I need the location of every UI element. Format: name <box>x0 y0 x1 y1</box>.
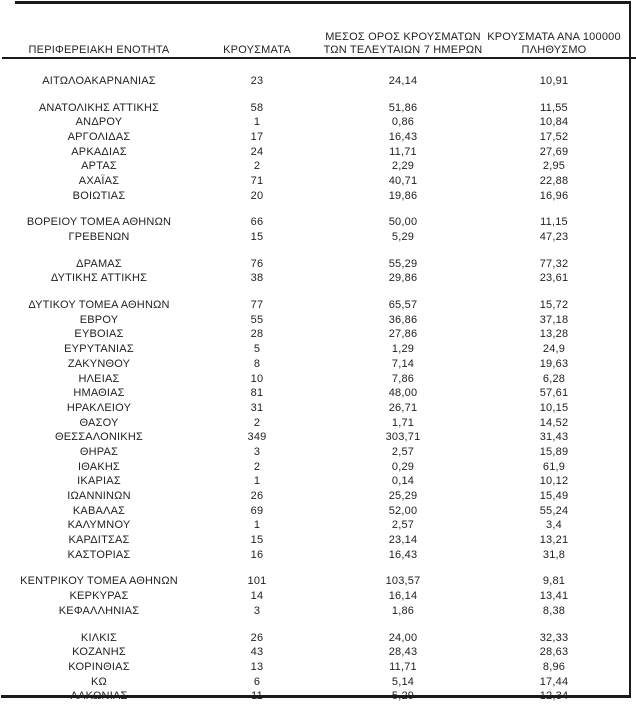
cases-cell: 66 <box>250 216 264 229</box>
cases-cell: 1 <box>253 116 261 129</box>
table-row <box>4 504 622 519</box>
cases-cell: 1 <box>253 519 261 532</box>
avg-7day-cell: 7,14 <box>391 357 415 370</box>
per-100k-cell: 10,15 <box>539 401 569 414</box>
cases-cell: 3 <box>253 445 261 458</box>
region-cell: ΚΟΖΑΝΗΣ <box>72 646 126 659</box>
region-cell: ΘΑΣΟΥ <box>79 416 119 429</box>
avg-7day-cell: 0,14 <box>391 475 415 488</box>
per-100k-cell: 3,4 <box>546 519 562 532</box>
table-row <box>4 386 622 401</box>
cases-cell: 28 <box>250 328 264 341</box>
avg-7day-cell: 303,71 <box>385 431 421 444</box>
per-100k-cell: 15,49 <box>539 490 569 503</box>
avg-7day-cell: 16,43 <box>388 548 418 561</box>
avg-7day-cell: 0,86 <box>391 116 415 129</box>
avg-7day-cell: 28,43 <box>388 646 418 659</box>
region-cell: ΚΑΡΔΙΤΣΑΣ <box>68 534 130 547</box>
table-row <box>4 145 622 160</box>
region-cell: ΑΧΑΪΑΣ <box>78 174 120 187</box>
table-row <box>4 115 622 130</box>
avg-7day-cell: 5,14 <box>391 675 415 688</box>
table-row <box>4 416 622 431</box>
group-spacer <box>4 563 622 575</box>
region-cell: ΔΥΤΙΚΗΣ ΑΤΤΙΚΗΣ <box>50 272 148 285</box>
per-100k-cell: 17,52 <box>539 130 569 143</box>
region-cell: ΛΑΚΩΝΙΑΣ <box>70 690 128 703</box>
group-spacer <box>4 204 622 216</box>
cases-cell: 6 <box>253 675 261 688</box>
header-per100k <box>486 2 622 61</box>
table-row <box>4 230 622 245</box>
table-row <box>4 372 622 387</box>
region-cell: ΑΡΚΑΔΙΑΣ <box>71 145 127 158</box>
header-per100k-line1: ΚΡΟΥΣΜΑΤΑ ΑΝΑ 100000 <box>487 31 621 43</box>
per-100k-cell: 61,9 <box>542 460 566 473</box>
per-100k-cell: 22,88 <box>539 174 569 187</box>
table-row <box>4 675 622 690</box>
avg-7day-cell: 40,71 <box>388 174 418 187</box>
region-cell: ΚΙΛΚΙΣ <box>80 631 118 644</box>
cases-cell: 2 <box>253 160 261 173</box>
avg-7day-cell: 2,57 <box>391 519 415 532</box>
table-body <box>4 61 622 704</box>
per-100k-cell: 9,81 <box>542 575 566 588</box>
per-100k-cell: 15,89 <box>539 445 569 458</box>
per-100k-cell: 13,21 <box>539 534 569 547</box>
table-row <box>4 445 622 460</box>
cases-cell: 2 <box>253 416 261 429</box>
table-row <box>4 430 622 445</box>
cases-cell: 8 <box>253 357 261 370</box>
cases-cell: 20 <box>250 189 264 202</box>
group-spacer <box>4 619 622 631</box>
table-row <box>4 74 622 89</box>
cases-cell: 38 <box>250 272 264 285</box>
avg-7day-cell: 51,86 <box>388 101 418 114</box>
cases-cell: 16 <box>250 548 264 561</box>
avg-7day-cell: 24,14 <box>388 74 418 87</box>
header-avg7-line2: ΤΩΝ ΤΕΛΕΥΤΑΙΩΝ 7 ΗΜΕΡΩΝ <box>323 44 483 56</box>
table-row <box>4 589 622 604</box>
table-row <box>4 533 622 548</box>
header-region-label: ΠΕΡΙΦΕΡΕΙΑΚΗ ΕΝΟΤΗΤΑ <box>28 44 170 56</box>
region-cell: ΒΟΡΕΙΟΥ ΤΟΜΕΑ ΑΘΗΝΩΝ <box>26 216 172 229</box>
cases-cell: 77 <box>250 299 264 312</box>
table-row <box>4 489 622 504</box>
region-cell: ΖΑΚΥΝΘΟΥ <box>67 357 131 370</box>
cases-cell: 81 <box>250 387 264 400</box>
cases-cell: 3 <box>253 604 261 617</box>
region-cell: ΗΛΕΙΑΣ <box>78 372 120 385</box>
cases-cell: 17 <box>250 130 264 143</box>
cases-cell: 13 <box>250 660 264 673</box>
lead-spacer <box>4 61 622 74</box>
avg-7day-cell: 1,86 <box>391 604 415 617</box>
cases-cell: 15 <box>250 534 264 547</box>
per-100k-cell: 10,91 <box>539 74 569 87</box>
cases-cell: 58 <box>250 101 264 114</box>
cases-cell: 10 <box>250 372 264 385</box>
per-100k-cell: 77,32 <box>539 257 569 270</box>
table-row <box>4 604 622 619</box>
per-100k-cell: 10,84 <box>539 116 569 129</box>
per-100k-cell: 16,96 <box>539 189 569 202</box>
per-100k-cell: 12,34 <box>539 690 569 703</box>
table-row <box>4 130 622 145</box>
avg-7day-cell: 52,00 <box>388 504 418 517</box>
avg-7day-cell: 2,29 <box>391 160 415 173</box>
avg-7day-cell: 16,14 <box>388 590 418 603</box>
per-100k-cell: 19,63 <box>539 357 569 370</box>
group-spacer <box>4 286 622 298</box>
avg-7day-cell: 1,71 <box>391 416 415 429</box>
region-cell: ΔΥΤΙΚΟΥ ΤΟΜΕΑ ΑΘΗΝΩΝ <box>28 299 170 312</box>
per-100k-cell: 8,38 <box>542 604 566 617</box>
regional-cases-table <box>4 2 622 704</box>
region-cell: ΙΚΑΡΙΑΣ <box>77 475 121 488</box>
table-row <box>4 174 622 189</box>
per-100k-cell: 32,33 <box>539 631 569 644</box>
region-cell: ΗΡΑΚΛΕΙΟΥ <box>66 401 132 414</box>
avg-7day-cell: 48,00 <box>388 387 418 400</box>
table-row <box>4 298 622 313</box>
cases-cell: 5 <box>253 343 261 356</box>
table-row <box>4 645 622 660</box>
table-row <box>4 189 622 204</box>
region-cell: ΘΗΡΑΣ <box>79 445 119 458</box>
cases-cell: 43 <box>250 646 264 659</box>
region-cell: ΕΥΡΥΤΑΝΙΑΣ <box>64 343 134 356</box>
avg-7day-cell: 103,57 <box>385 575 421 588</box>
avg-7day-cell: 27,86 <box>388 328 418 341</box>
per-100k-cell: 27,69 <box>539 145 569 158</box>
region-cell: ΚΕΡΚΥΡΑΣ <box>69 590 129 603</box>
region-cell: ΔΡΑΜΑΣ <box>76 257 122 270</box>
cases-cell: 101 <box>247 575 267 588</box>
region-cell: ΑΙΤΩΛΟΑΚΑΡΝΑΝΙΑΣ <box>42 74 156 87</box>
per-100k-cell: 15,72 <box>539 299 569 312</box>
table-row <box>4 519 622 534</box>
cases-cell: 1 <box>253 475 261 488</box>
cases-cell: 69 <box>250 504 264 517</box>
per-100k-cell: 28,63 <box>539 646 569 659</box>
per-100k-cell: 2,95 <box>542 160 566 173</box>
per-100k-cell: 13,28 <box>539 328 569 341</box>
region-cell: ΚΟΡΙΝΘΙΑΣ <box>68 660 130 673</box>
cases-cell: 15 <box>250 231 264 244</box>
region-cell: ΚΕΦΑΛΛΗΝΙΑΣ <box>58 604 140 617</box>
table-row <box>4 313 622 328</box>
table-header <box>4 2 622 61</box>
region-cell: ΑΝΔΡΟΥ <box>75 116 123 129</box>
region-cell: ΕΒΡΟΥ <box>79 313 119 326</box>
per-100k-cell: 10,12 <box>539 475 569 488</box>
avg-7day-cell: 2,57 <box>391 445 415 458</box>
per-100k-cell: 23,61 <box>539 272 569 285</box>
header-region <box>4 2 194 61</box>
cases-cell: 71 <box>250 174 264 187</box>
avg-7day-cell: 24,00 <box>388 631 418 644</box>
cases-cell: 11 <box>251 690 263 703</box>
cases-cell: 14 <box>250 590 264 603</box>
cases-cell: 2 <box>253 460 261 473</box>
per-100k-cell: 11,55 <box>540 101 568 114</box>
table-row <box>4 328 622 343</box>
cases-cell: 76 <box>250 257 264 270</box>
header-cases <box>194 2 320 61</box>
region-cell: ΓΡΕΒΕΝΩΝ <box>68 231 130 244</box>
region-cell: ΘΕΣΣΑΛΟΝΙΚΗΣ <box>55 431 143 444</box>
avg-7day-cell: 23,14 <box>388 534 418 547</box>
avg-7day-cell: 25,29 <box>388 490 418 503</box>
header-cases-label: ΚΡΟΥΣΜΑΤΑ <box>223 44 291 56</box>
table-row <box>4 272 622 287</box>
table-row <box>4 548 622 563</box>
cases-cell: 55 <box>250 313 264 326</box>
per-100k-cell: 31,43 <box>539 431 569 444</box>
region-cell: ΚΕΝΤΡΙΚΟΥ ΤΟΜΕΑ ΑΘΗΝΩΝ <box>20 575 178 588</box>
region-cell: ΚΑΛΥΜΝΟΥ <box>67 519 131 532</box>
per-100k-cell: 11,15 <box>540 216 568 229</box>
avg-7day-cell: 16,43 <box>388 130 418 143</box>
region-cell: ΚΩ <box>91 675 107 688</box>
table-row <box>4 101 622 116</box>
avg-7day-cell: 29,86 <box>388 272 418 285</box>
table-row <box>4 475 622 490</box>
table-row <box>4 575 622 590</box>
cases-cell: 26 <box>250 490 264 503</box>
header-per100k-line2: ΠΛΗΘΥΣΜΟ <box>521 44 587 56</box>
avg-7day-cell: 55,29 <box>388 257 418 270</box>
avg-7day-cell: 7,86 <box>391 372 415 385</box>
per-100k-cell: 24,9 <box>542 343 566 356</box>
group-spacer <box>4 89 622 101</box>
cases-cell: 23 <box>250 74 264 87</box>
avg-7day-cell: 26,71 <box>388 401 418 414</box>
per-100k-cell: 17,44 <box>539 675 569 688</box>
table-row <box>4 660 622 675</box>
region-cell: ΑΝΑΤΟΛΙΚΗΣ ΑΤΤΙΚΗΣ <box>38 101 160 114</box>
avg-7day-cell: 11,71 <box>389 145 417 158</box>
header-avg7 <box>320 2 486 61</box>
header-avg7-line1: ΜΕΣΟΣ ΟΡΟΣ ΚΡΟΥΣΜΑΤΩΝ <box>325 31 481 43</box>
avg-7day-cell: 19,86 <box>388 189 418 202</box>
cases-cell: 31 <box>250 401 264 414</box>
group-spacer <box>4 245 622 257</box>
per-100k-cell: 37,18 <box>539 313 569 326</box>
cases-cell: 349 <box>247 431 267 444</box>
table-row <box>4 159 622 174</box>
per-100k-cell: 8,96 <box>542 660 566 673</box>
cases-cell: 26 <box>250 631 264 644</box>
table-row <box>4 689 622 704</box>
table-row <box>4 460 622 475</box>
table-row <box>4 342 622 357</box>
avg-7day-cell: 5,29 <box>391 231 415 244</box>
table-row <box>4 216 622 231</box>
per-100k-cell: 57,61 <box>539 387 569 400</box>
per-100k-cell: 14,52 <box>539 416 569 429</box>
region-cell: ΑΡΓΟΛΙΔΑΣ <box>67 130 131 143</box>
region-cell: ΒΟΙΩΤΙΑΣ <box>72 189 126 202</box>
table-row <box>4 401 622 416</box>
avg-7day-cell: 36,86 <box>388 313 418 326</box>
table-row <box>4 631 622 646</box>
region-cell: ΙΘΑΚΗΣ <box>77 460 121 473</box>
region-cell: ΚΑΒΑΛΑΣ <box>72 504 126 517</box>
region-cell: ΗΜΑΘΙΑΣ <box>73 387 125 400</box>
region-cell: ΙΩΑΝΝΙΝΩΝ <box>67 490 131 503</box>
table-right-border <box>629 1 631 698</box>
avg-7day-cell: 0,29 <box>391 460 415 473</box>
region-cell: ΕΥΒΟΙΑΣ <box>74 328 124 341</box>
header-row <box>4 2 622 61</box>
avg-7day-cell: 5,29 <box>391 690 415 703</box>
avg-7day-cell: 50,00 <box>388 216 418 229</box>
avg-7day-cell: 65,57 <box>388 299 418 312</box>
per-100k-cell: 31,8 <box>542 548 566 561</box>
cases-cell: 24 <box>250 145 264 158</box>
table-row <box>4 357 622 372</box>
avg-7day-cell: 11,71 <box>389 660 417 673</box>
per-100k-cell: 55,24 <box>539 504 569 517</box>
table-row <box>4 257 622 272</box>
region-cell: ΑΡΤΑΣ <box>81 160 117 173</box>
per-100k-cell: 13,41 <box>539 590 569 603</box>
region-cell: ΚΑΣΤΟΡΙΑΣ <box>67 548 131 561</box>
per-100k-cell: 6,28 <box>542 372 566 385</box>
avg-7day-cell: 1,29 <box>391 343 415 356</box>
per-100k-cell: 47,23 <box>539 231 569 244</box>
